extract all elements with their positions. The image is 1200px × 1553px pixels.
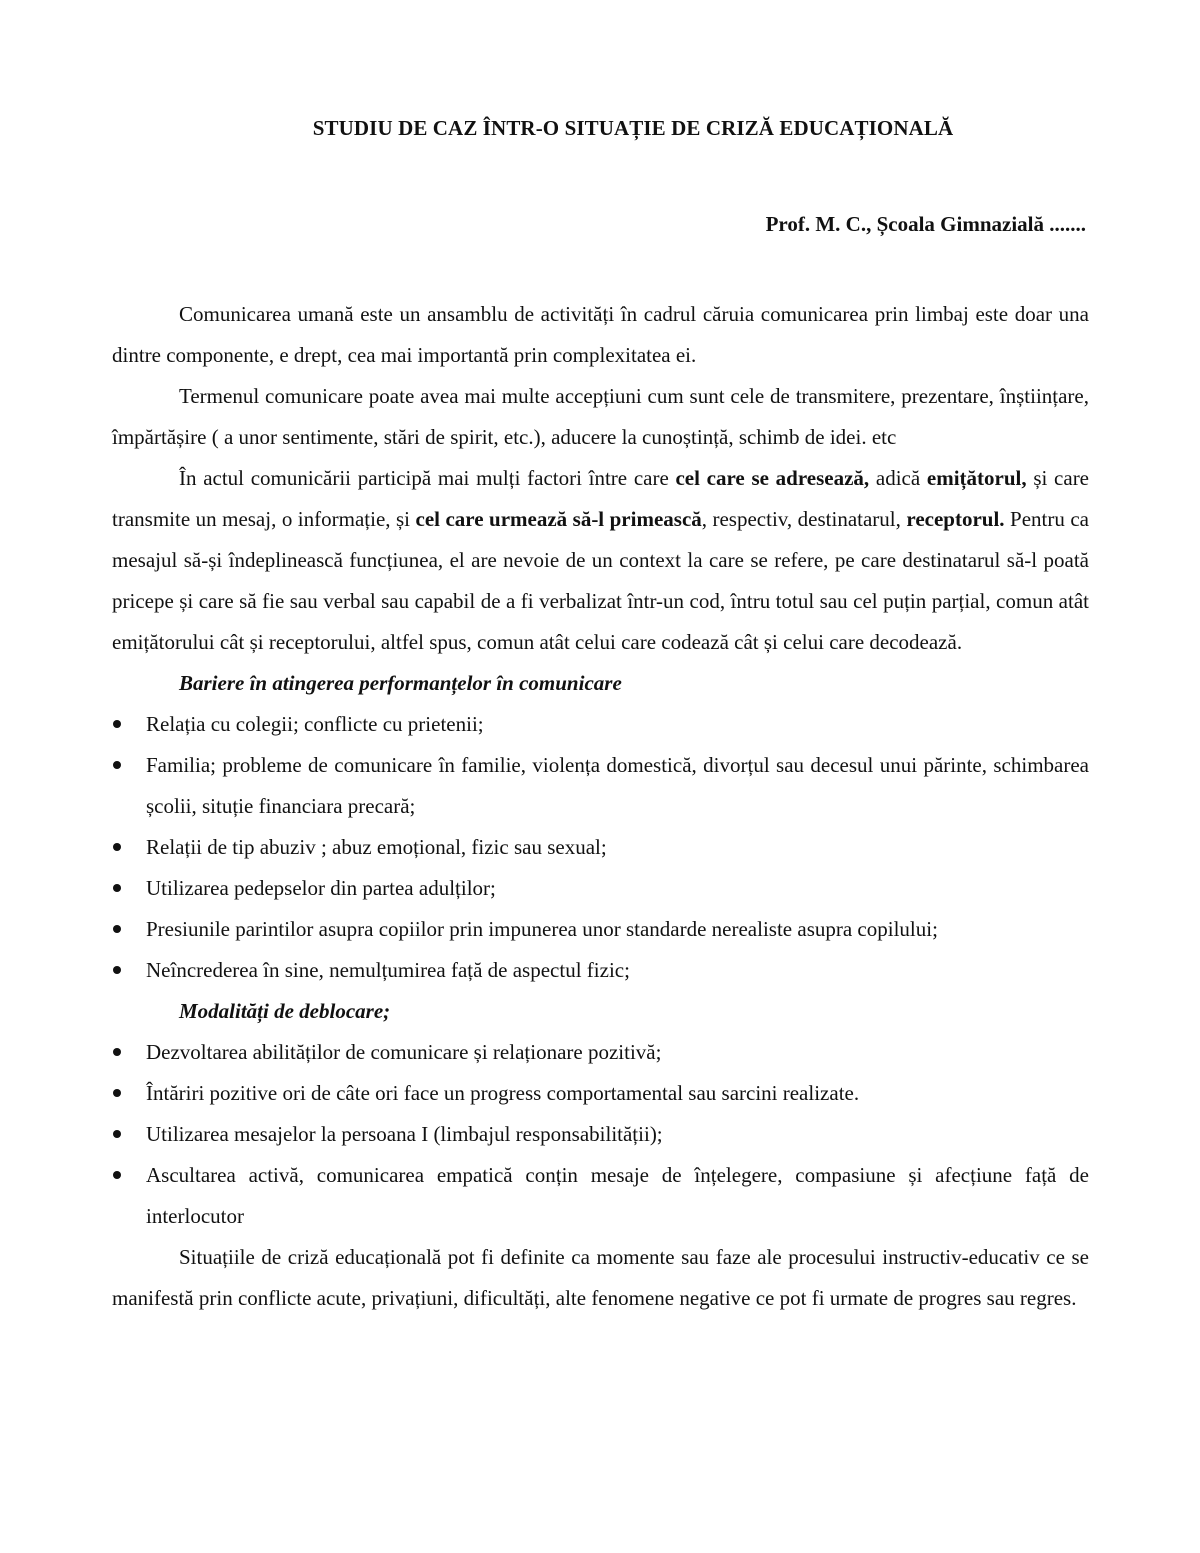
list-item xyxy=(112,1114,1089,1155)
paragraph-text: În actul comunicării participă mai mulți factori între care xyxy=(179,466,676,490)
bullet-dot-icon xyxy=(113,1130,121,1138)
bullet-dot-icon xyxy=(113,761,121,769)
paragraph-text: adică xyxy=(869,466,927,490)
list-item-text: Ascultarea activă, comunicarea empatică conțin mesaje de înțelegere, compasiune și afecțiune față de interlocutor xyxy=(146,1163,1089,1228)
list-item xyxy=(112,950,1089,991)
list-item xyxy=(112,704,1089,745)
document-title: STUDIU DE CAZ ÎNTR-O SITUAȚIE DE CRIZĂ EDUCAȚIONALĂ xyxy=(312,116,954,140)
paragraph-definition: Termenul comunicare poate avea mai multe accepțiuni cum sunt cele de transmitere, prezentare, înștiințare, împărtășire ( a unor sentimente, stări de spirit, etc.), aducere la cunoștință, schimb de idei. etc xyxy=(112,384,1089,449)
bullet-dot-icon xyxy=(113,1171,121,1179)
list-item xyxy=(112,868,1089,909)
list-item-text: Familia; probleme de comunicare în familie, violența domestică, divorțul sau decesul unui părinte, schimbarea școlii, situție financiara precară; xyxy=(146,753,1089,818)
bullet-dot-icon xyxy=(113,966,121,974)
bullet-dot-icon xyxy=(113,843,121,851)
list-item xyxy=(112,1073,1089,1114)
bold-term: receptorul. xyxy=(906,507,1005,531)
bold-term: cel care se adresează, xyxy=(675,466,870,490)
list-item-text: Dezvoltarea abilităților de comunicare și relaționare pozitivă; xyxy=(146,1040,662,1064)
list-item-text: Neîncrederea în sine, nemulțumirea față de aspectul fizic; xyxy=(146,958,630,982)
list-item xyxy=(112,827,1089,868)
bullet-dot-icon xyxy=(113,884,121,892)
list-item-text: Utilizarea mesajelor la persoana I (limbajul responsabilității); xyxy=(146,1122,663,1146)
section-heading-unblocking: Modalități de deblocare; xyxy=(179,999,391,1023)
list-item-text: Utilizarea pedepselor din partea adulților; xyxy=(146,876,496,900)
paragraph-intro: Comunicarea umană este un ansamblu de activități în cadrul căruia comunicarea prin limbaj este doar una dintre componente, e drept, cea mai importantă prin complexitatea ei. xyxy=(112,302,1089,367)
bold-term: cel care urmează să-l primească xyxy=(415,507,702,531)
list-item xyxy=(112,909,1089,950)
list-item xyxy=(112,745,1089,827)
bullet-dot-icon xyxy=(113,925,121,933)
section-heading-barriers: Bariere în atingerea performanțelor în comunicare xyxy=(179,671,622,695)
document-body xyxy=(112,294,1089,1319)
paragraph-communication-factors xyxy=(112,458,1089,663)
paragraph-crisis-definition: Situațiile de criză educațională pot fi definite ca momente sau faze ale procesului instructiv-educativ ce se manifestă prin conflicte acute, privațiuni, dificultăți, alte fenomene negative ce pot fi urmate de progres sau regres. xyxy=(112,1245,1089,1310)
unblocking-list xyxy=(112,1032,1089,1237)
author-line: Prof. M. C., Școala Gimnazială ....... xyxy=(765,212,1086,236)
bold-term: emițătorul, xyxy=(926,466,1027,490)
bullet-dot-icon xyxy=(113,1048,121,1056)
list-item xyxy=(112,1155,1089,1237)
paragraph-text: și care transmite un mesaj, o informație, și xyxy=(112,466,1090,531)
bullet-dot-icon xyxy=(113,720,121,728)
list-item xyxy=(112,1032,1089,1073)
paragraph-text: Pentru ca mesajul să-și îndeplinească funcțiunea, el are nevoie de un context la care se refere, pe care destinatarul să-l poată pricepe și care să fie sau verbal sau capabil de a fi verbalizat într-un cod, întru totul sau cel puțin parțial, comun atât emițătorului cât și receptorului, altfel spus, comun atât celui care codează cât și celui care decodează. xyxy=(112,507,1089,654)
list-item-text: Întăriri pozitive ori de câte ori face un progress comportamental sau sarcini realizate. xyxy=(146,1081,860,1105)
list-item-text: Presiunile parintilor asupra copiilor prin impunerea unor standarde nerealiste asupra copilului; xyxy=(146,917,938,941)
bullet-dot-icon xyxy=(113,1089,121,1097)
list-item-text: Relația cu colegii; conflicte cu prietenii; xyxy=(146,712,484,736)
list-item-text: Relații de tip abuziv ; abuz emoțional, fizic sau sexual; xyxy=(146,835,607,859)
barriers-list xyxy=(112,704,1089,991)
paragraph-text: , respectiv, destinatarul, xyxy=(701,507,907,531)
